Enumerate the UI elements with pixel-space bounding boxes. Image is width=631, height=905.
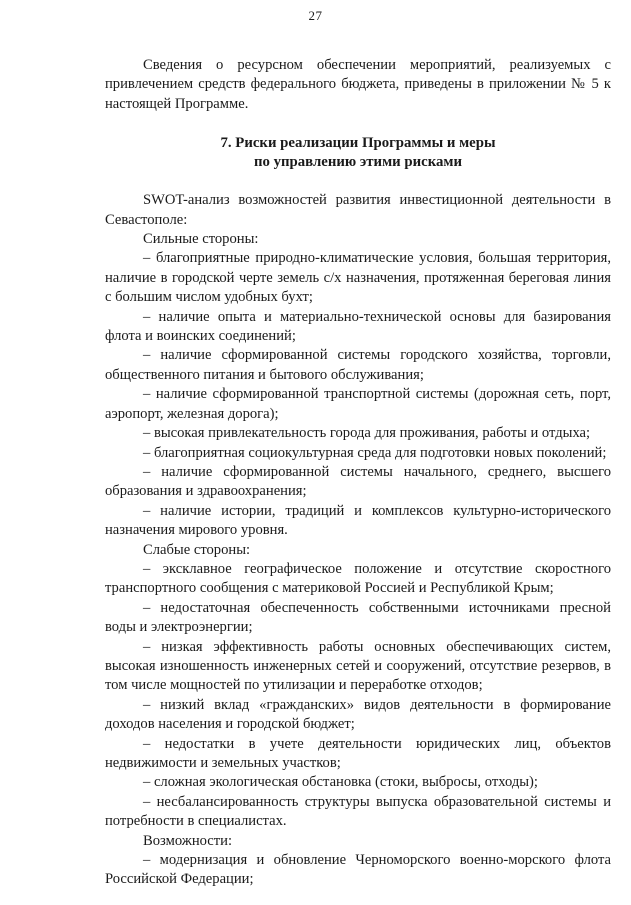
weaknesses-label: Слабые стороны:	[143, 541, 251, 558]
list-item: – наличие опыта и материально-технической основы для базирования флота и воинских соединений;	[105, 308, 611, 345]
section-title-line-2: по управлению этими рисками	[253, 154, 463, 171]
swot-intro-paragraph: SWOT-анализ возможностей развития инвестиционной деятельности в Севастополе:	[105, 192, 611, 228]
list-item: – сложная экологическая обстановка (стоки, выбросы, отходы);	[143, 774, 538, 791]
list-item: – модернизация и обновление Черноморского военно-морского флота Российской Федерации;	[105, 852, 611, 888]
list-item: – несбалансированность структуры выпуска образовательной системы и потребности в специалистах.	[105, 793, 611, 830]
strengths-list	[105, 249, 611, 540]
list-item: – низкий вклад «гражданских» видов деятельности в формирование доходов населения и городской бюджет;	[105, 696, 611, 733]
section-heading	[105, 134, 611, 172]
page-content	[105, 56, 611, 890]
list-item: – недостатки в учете деятельности юридических лиц, объектов недвижимости и земельных участков;	[105, 735, 611, 771]
list-item: – наличие истории, традиций и комплексов культурно-исторического назначения мирового уровня.	[105, 502, 611, 539]
list-item: – низкая эффективность работы основных обеспечивающих систем, высокая изношенность инженерных сетей и сооружений, отсутствие резервов, в том числе мощностей по утилизации и переработке отходов;	[105, 638, 611, 694]
list-item: – наличие сформированной транспортной системы (дорожная сеть, порт, аэропорт, железная дорога);	[105, 386, 611, 422]
opportunities-label: Возможности:	[143, 832, 233, 849]
strengths-label: Сильные стороны:	[143, 231, 259, 248]
list-item: – благоприятные природно-климатические условия, большая территория, наличие в городской черте земель с/х назначения, протяженная береговая линия с большим числом удобных бухт;	[105, 250, 611, 306]
section-title-line-1: 7. Риски реализации Программы и меры	[220, 135, 496, 152]
list-item: – благоприятная социокультурная среда для подготовки новых поколений;	[143, 444, 607, 461]
list-item: – наличие сформированной системы городского хозяйства, торговли, общественного питания и бытового обслуживания;	[105, 347, 611, 383]
list-item: – высокая привлекательность города для проживания, работы и отдыха;	[143, 425, 591, 442]
page-number: 27	[308, 8, 323, 23]
opportunities-list	[105, 851, 611, 890]
list-item: – эксклавное географическое положение и отсутствие скоростного транспортного сообщения с материковой Россией и Республикой Крым;	[105, 560, 611, 597]
list-item: – недостаточная обеспеченность собственными источниками пресной воды и электроэнергии;	[105, 599, 611, 636]
intro-paragraph: Сведения о ресурсном обеспечении мероприятий, реализуемых с привлечением средств федерального бюджета, приведены в приложении № 5 к настоящей Программе.	[105, 57, 611, 112]
weaknesses-list	[105, 560, 611, 832]
list-item: – наличие сформированной системы начального, среднего, высшего образования и здравоохранения;	[105, 463, 611, 500]
